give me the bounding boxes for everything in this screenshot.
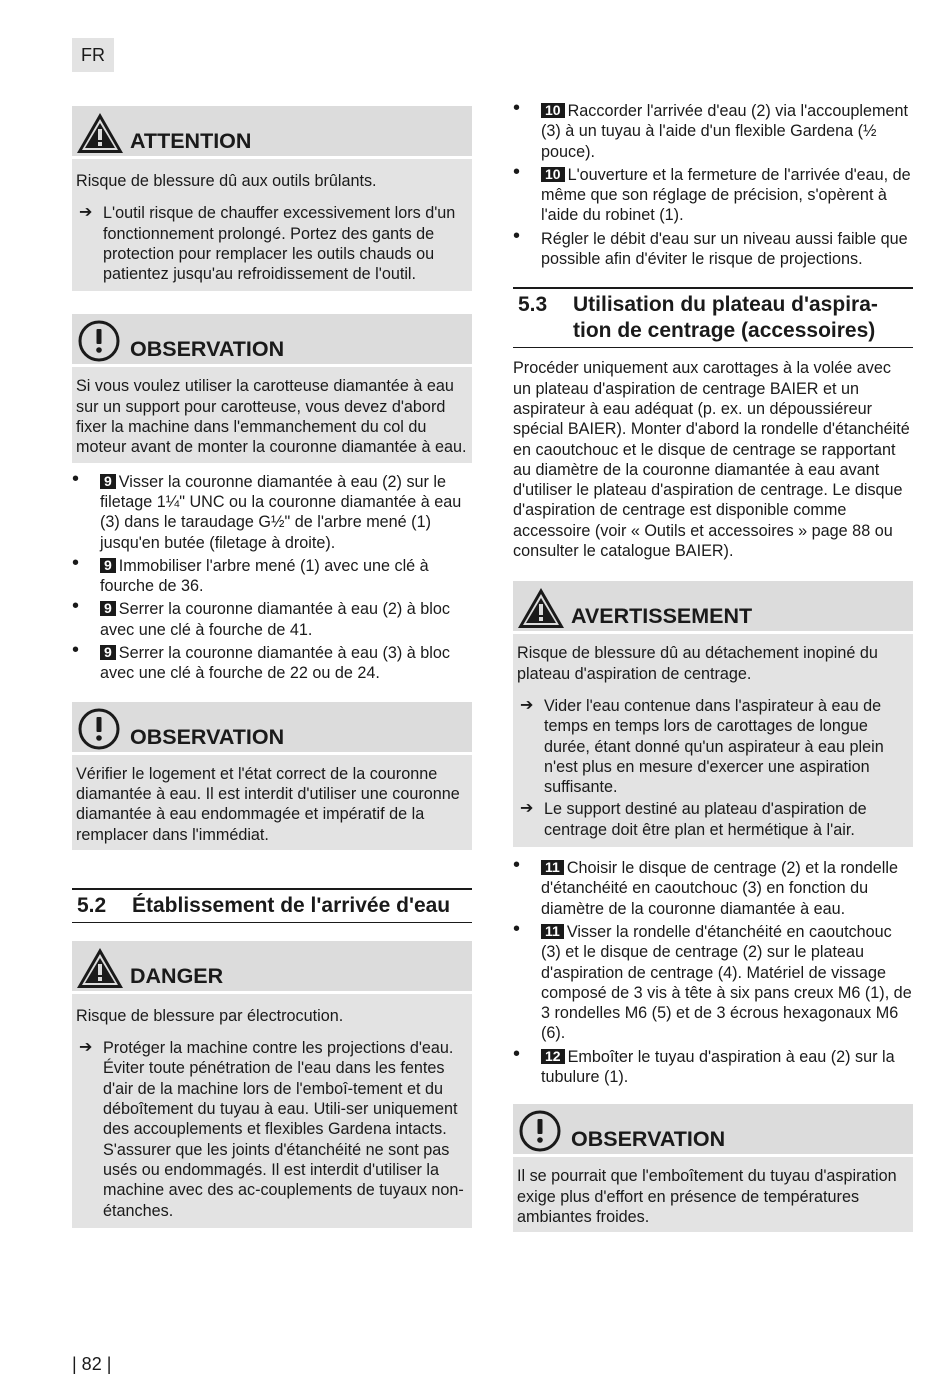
observation-header [72, 702, 472, 755]
list-item [72, 639, 472, 684]
avertissement-intro: Risque de blessure dû au détachement inopiné du plateau d'aspiration de centrage. [517, 644, 878, 683]
figure-badge: 9 [100, 645, 116, 660]
list-item [513, 854, 913, 919]
figure-badge: 9 [100, 474, 116, 489]
list-item-text: Visser la rondelle d'étanchéité en caoutchouc (3) et le disque de centrage (2) sur le plateau d'aspiration de centrage (4). Matériel de vissage composé de 3 vis à tête à six pans creux M6 (1), de 3 rondelles M6 (5) et de 3 écrous hexagonaux M6 (6). [541, 922, 912, 1043]
warning-triangle-icon [75, 946, 125, 990]
observation-text: Il se pourrait que l'emboîtement du tuyau d'aspiration exige plus d'effort en présence de températures ambiantes froides. [517, 1167, 897, 1226]
bullet-dot: • [513, 917, 521, 940]
figure-badge: 9 [100, 601, 116, 616]
exclamation-circle-icon [75, 707, 125, 751]
avertissement-list [517, 696, 909, 840]
steps-list-right-top [513, 97, 913, 269]
section-title: Utilisation du plateau d'aspira-tion de centrage (accessoires) [573, 293, 878, 343]
exclamation-circle-icon [75, 319, 125, 363]
bullet-dot: • [513, 160, 521, 183]
list-item [513, 917, 913, 1044]
list-item [76, 1038, 468, 1221]
list-item [513, 1042, 913, 1088]
list-item [76, 203, 468, 284]
warning-triangle-icon [516, 586, 566, 630]
figure-badge: 12 [541, 1049, 565, 1064]
list-item [513, 224, 913, 270]
avertissement-title: AVERTISSEMENT [571, 604, 753, 629]
observation-body [513, 1157, 913, 1232]
list-item-text: L'ouverture et la fermeture de l'arrivée d'eau, de même que son réglage de précision, s'opèrent à l'aide du robinet (1). [541, 165, 911, 225]
list-item [517, 696, 909, 797]
figure-badge: 9 [100, 558, 116, 573]
list-item [72, 551, 472, 597]
arrow-right-icon: ➔ [520, 800, 534, 818]
section-title: Établissement de l'arrivée d'eau [132, 893, 451, 917]
list-item [72, 595, 472, 640]
bullet-dot: • [72, 551, 80, 574]
observation-header [72, 314, 472, 367]
section-heading-5-2 [72, 888, 472, 923]
list-item [517, 799, 909, 840]
attention-list [76, 203, 468, 284]
language-tag: FR [72, 38, 114, 72]
section-5-3-text: Procéder uniquement aux carottages à la volée avec un plateau d'aspiration de centrage BAIER et un aspirateur à eau adéquat (p. ex. un dépoussiéreur spécial BAIER). Monter d'abord la rondelle d'étanchéité en caoutchouc et le disque de centrage se rapportant au diamètre de la couronne diamantée à eau avant d'utiliser le plateau d'aspiration de centrage. Le disque d'aspiration de centrage est disponible comme accessoire (voir « Outils et accessoires » page 88 ou consulter le catalogue BAIER). [513, 359, 910, 561]
observation-body [72, 367, 472, 462]
list-item-text: Choisir le disque de centrage (2) et la rondelle d'étanchéité en caoutchouc (3) en fonction du diamètre de la couronne diamantée à eau. [541, 859, 898, 918]
arrow-right-icon: ➔ [79, 204, 93, 222]
section-number: 5.2 [77, 893, 107, 917]
warning-triangle-icon [75, 111, 125, 155]
observation-header [513, 1104, 913, 1157]
observation-box-2 [72, 702, 472, 850]
arrow-right-icon: ➔ [79, 1039, 93, 1057]
avertissement-body [513, 634, 913, 847]
section-heading-5-3 [513, 287, 913, 348]
right-column [513, 97, 913, 1232]
exclamation-circle-icon [516, 1109, 566, 1153]
bullet-dot: • [72, 639, 80, 662]
bullet-dot: • [513, 97, 521, 119]
observation-box-1 [72, 314, 472, 462]
bullet-dot: • [72, 595, 80, 618]
avertissement-header [513, 581, 913, 634]
attention-body [72, 159, 472, 291]
page-number: | 82 | [72, 1354, 112, 1374]
danger-intro: Risque de blessure par électrocution. [76, 1006, 344, 1025]
list-item [72, 467, 472, 553]
list-item-text: Visser la couronne diamantée à eau (2) sur le filetage 1¼" UNC ou la couronne diamantée à eau (3) dans le taraudage G½" de l'arbre mené (1) jusqu'en butée (filetage à droite). [100, 472, 462, 552]
list-item-text: Régler le débit d'eau sur un niveau aussi faible que possible afin d'éviter le risque de projections. [541, 229, 908, 269]
avertissement-box [513, 581, 913, 847]
list-item [513, 97, 913, 162]
attention-title: ATTENTION [130, 129, 252, 153]
list-item-text: Vider l'eau contenue dans l'aspirateur à eau de temps en temps lors de carottages de longue durée, étant donné qu'un aspirateur à eau plein n'est plus en mesure d'exercer une aspiration suffisante. [544, 696, 884, 797]
observation-body [72, 755, 472, 850]
list-item-text: Serrer la couronne diamantée à eau (2) à bloc avec une clé à fourche de 41. [100, 600, 450, 639]
bullet-dot: • [513, 224, 521, 247]
arrow-right-icon: ➔ [520, 696, 534, 714]
figure-badge: 10 [541, 167, 565, 182]
observation-text: Vérifier le logement et l'état correct de la couronne diamantée à eau. Il est interdit d'utiliser une couronne diamantée à eau endommagée et impératif de la remplacer dans l'immédiat. [76, 764, 460, 844]
attention-intro: Risque de blessure dû aux outils brûlants. [76, 172, 377, 190]
attention-box [72, 106, 472, 291]
steps-list-left [72, 467, 472, 684]
danger-title: DANGER [130, 963, 224, 988]
figure-badge: 10 [541, 103, 565, 118]
steps-list-right-bottom [513, 854, 913, 1087]
list-item-text: Emboîter le tuyau d'aspiration à eau (2) sur la tubulure (1). [541, 1047, 895, 1086]
danger-list [76, 1038, 468, 1221]
bullet-dot: • [513, 1042, 521, 1065]
observation-box-3 [513, 1104, 913, 1232]
list-item-text: Serrer la couronne diamantée à eau (3) à bloc avec une clé à fourche de 22 ou de 24. [100, 644, 450, 683]
bullet-dot: • [72, 467, 80, 490]
list-item-text: Protéger la machine contre les projections d'eau. Éviter toute pénétration de l'eau dans les fentes d'air de la machine lors de l'emboî-tement et du déboîtement du tuyau à eau. Utili-ser uniquement des accouplements et flexibles Gardena intacts. S'assurer que les joints d'étanchéité ne sont pas usés ou endommagés. Il est interdit d'utiliser la machine avec des ac-couplements de tuyaux non-étanches. [103, 1039, 464, 1220]
danger-header [72, 941, 472, 994]
observation-title: OBSERVATION [130, 724, 285, 749]
section-number: 5.3 [518, 293, 548, 317]
observation-title: OBSERVATION [571, 1127, 726, 1152]
danger-body [72, 994, 472, 1228]
bullet-dot: • [513, 854, 521, 877]
observation-text: Si vous voulez utiliser la carotteuse diamantée à eau sur un support pour carotteuse, vous devez d'abord fixer la machine dans l'emmanchement du col du moteur avant de monter la couronne diamantée à eau. [76, 377, 467, 457]
list-item-text: Raccorder l'arrivée d'eau (2) via l'accouplement (3) à un tuyau à l'aide d'un flexible Gardena (½ pouce). [541, 102, 908, 161]
observation-title: OBSERVATION [130, 337, 285, 362]
left-column [72, 106, 472, 1228]
list-item-text: Immobiliser l'arbre mené (1) avec une clé à fourche de 36. [100, 556, 429, 596]
list-item-text: L'outil risque de chauffer excessivement lors d'un fonctionnement prolongé. Portez des gants de protection pour remplacer les outils chauds ou patientez jusqu'au refroidissement de l'outil. [103, 204, 456, 284]
figure-badge: 11 [541, 860, 564, 875]
attention-header [72, 106, 472, 159]
list-item [513, 160, 913, 226]
figure-badge: 11 [541, 924, 564, 939]
danger-box [72, 941, 472, 1228]
list-item-text: Le support destiné au plateau d'aspiration de centrage doit être plan et hermétique à l'air. [544, 800, 867, 839]
